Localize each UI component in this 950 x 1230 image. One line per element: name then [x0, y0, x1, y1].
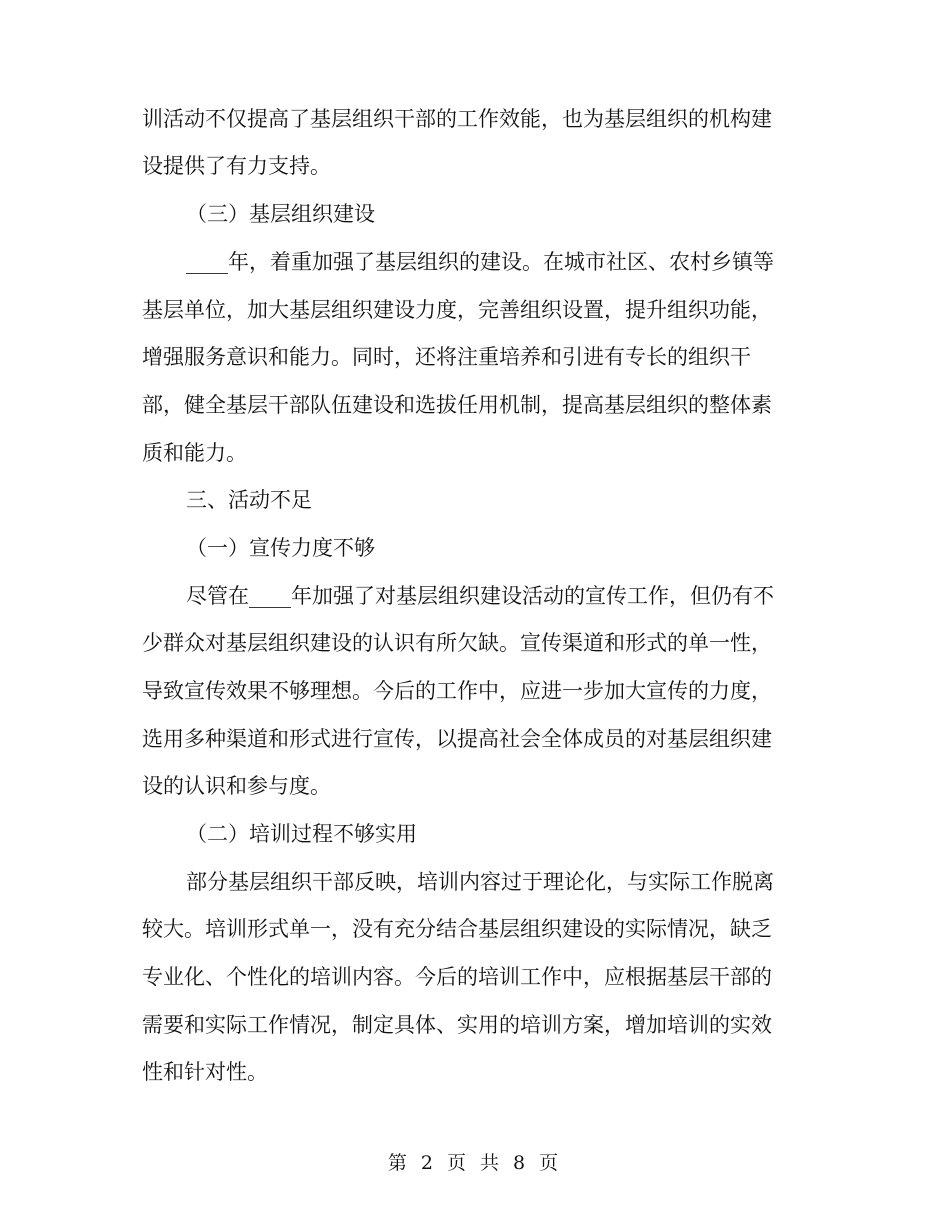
paragraph-line: 选用多种渠道和形式进行宣传，以提高社会全体成员的对基层组织建: [142, 727, 772, 751]
paragraph-line: 较大。培训形式单一，没有充分结合基层组织建设的实际情况，缺乏: [142, 917, 772, 941]
paragraph-line: 性和针对性。: [142, 1060, 268, 1084]
paragraph-line: 导致宣传效果不够理想。今后的工作中，应进一步加大宣传的力度，: [142, 679, 772, 703]
paragraph-line: 设的认识和参与度。: [142, 774, 331, 798]
section-heading: （三）基层组织建设: [186, 202, 375, 226]
page-number-footer: 第 2 页 共 8 页: [387, 1152, 563, 1174]
paragraph-line: 部分基层组织干部反映，培训内容过于理论化，与实际工作脱离: [186, 870, 774, 894]
paragraph-line: ____年，着重加强了基层组织的建设。在城市社区、农村乡镇等: [186, 250, 774, 274]
section-heading: （二）培训过程不够实用: [186, 822, 417, 846]
paragraph-line: 需要和实际工作情况，制定具体、实用的培训方案，增加培训的实效: [142, 1013, 772, 1037]
paragraph-line: 训活动不仅提高了基层组织干部的工作效能，也为基层组织的机构建: [142, 107, 772, 131]
paragraph-line: 设提供了有力支持。: [142, 154, 331, 178]
paragraph-line: 部，健全基层干部队伍建设和选拔任用机制，提高基层组织的整体素: [142, 393, 772, 417]
section-heading: （一）宣传力度不够: [186, 536, 375, 560]
paragraph-line: 专业化、个性化的培训内容。今后的培训工作中，应根据基层干部的: [142, 965, 772, 989]
section-heading: 三、活动不足: [186, 488, 312, 512]
paragraph-line: 少群众对基层组织建设的认识有所欠缺。宣传渠道和形式的单一性，: [142, 631, 772, 655]
paragraph-line: 尽管在____年加强了对基层组织建设活动的宣传工作，但仍有不: [186, 584, 774, 608]
paragraph-line: 基层单位，加大基层组织建设力度，完善组织设置，提升组织功能，: [142, 298, 772, 322]
paragraph-line: 增强服务意识和能力。同时，还将注重培养和引进有专长的组织干: [142, 345, 751, 369]
paragraph-line: 质和能力。: [142, 441, 247, 465]
